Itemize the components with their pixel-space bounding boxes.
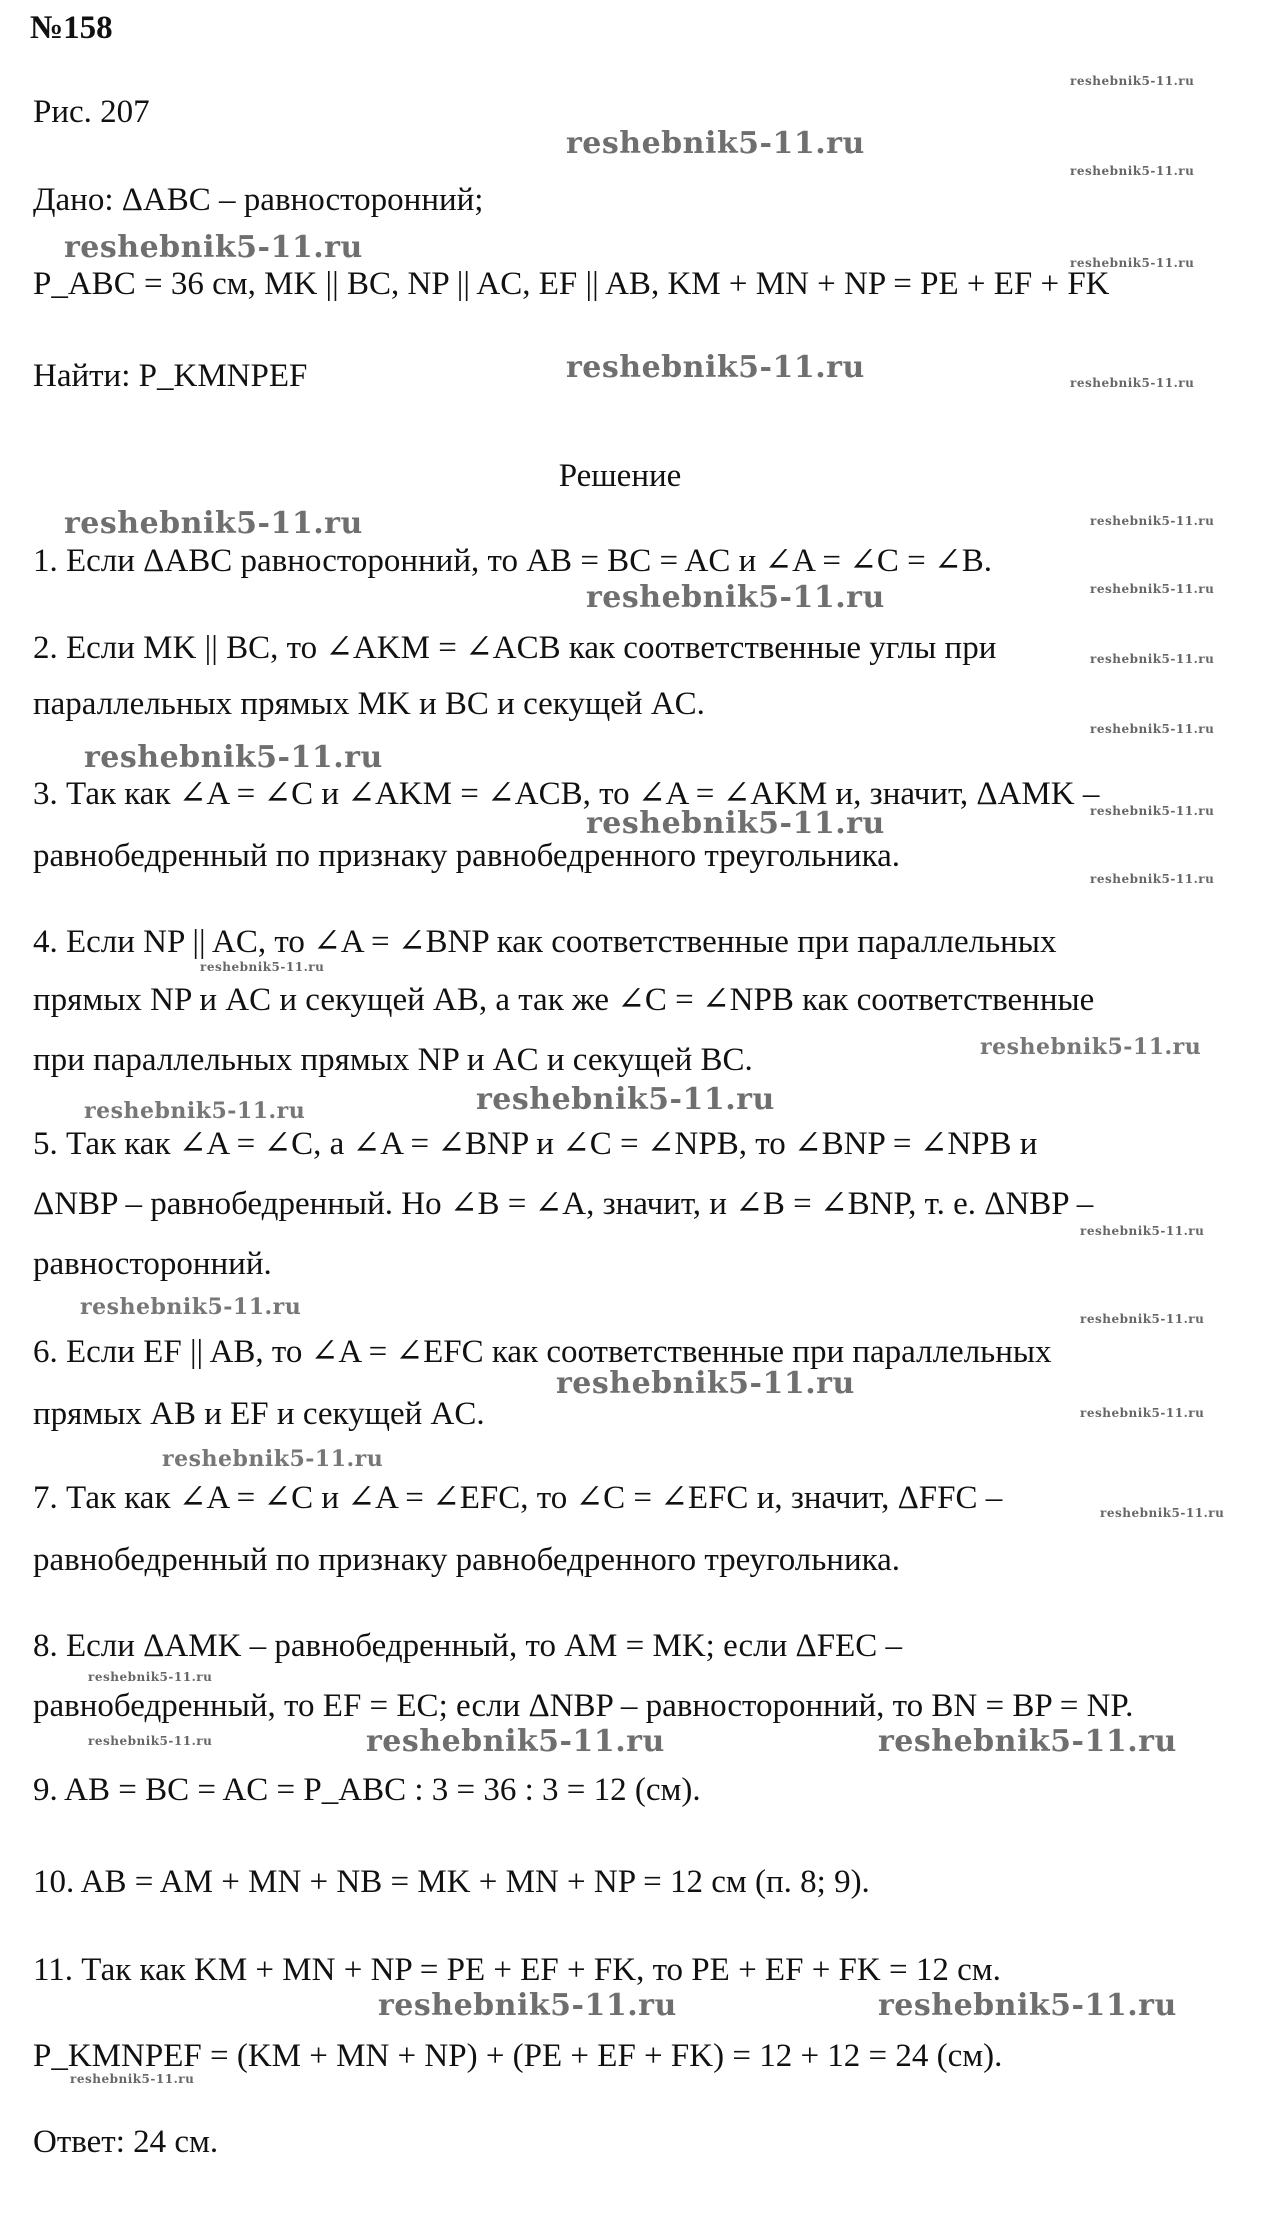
watermark: reshebnik5-11.ru — [1070, 164, 1195, 178]
watermark: reshebnik5-11.ru — [1100, 1506, 1225, 1520]
watermark: reshebnik5-11.ru — [1090, 722, 1215, 736]
watermark: reshebnik5-11.ru — [1080, 1224, 1205, 1238]
solution-line: при параллельных прямых NP и AC и секущей BC. — [33, 1042, 753, 1078]
solution-line: 1. Если ΔABC равносторонний, то AB = BC = AC и ∠A = ∠C = ∠B. — [33, 543, 992, 579]
watermark: reshebnik5-11.ru — [366, 1724, 665, 1759]
solution-line: прямых NP и AC и секущей AB, а так же ∠C = ∠NPB как соответственные — [33, 982, 1095, 1018]
find-line: Найти: P_KMNPEF — [33, 358, 308, 394]
figure-reference: Рис. 207 — [33, 94, 150, 130]
watermark: reshebnik5-11.ru — [1090, 804, 1215, 818]
watermark: reshebnik5-11.ru — [88, 1670, 213, 1684]
watermark: reshebnik5-11.ru — [980, 1034, 1202, 1060]
solution-line: параллельных прямых MK и BC и секущей AC. — [33, 686, 705, 722]
solution-line: 11. Так как KM + MN + NP = PE + EF + FK, то PE + EF + FK = 12 см. — [33, 1952, 1001, 1988]
answer-line: Ответ: 24 см. — [33, 2124, 219, 2160]
watermark: reshebnik5-11.ru — [1090, 514, 1215, 528]
watermark: reshebnik5-11.ru — [64, 506, 363, 541]
solution-line: 5. Так как ∠A = ∠C, а ∠A = ∠BNP и ∠C = ∠NPB, то ∠BNP = ∠NPB и — [33, 1126, 1038, 1162]
solution-line: равносторонний. — [33, 1246, 272, 1282]
solution-line: 4. Если NP || AC, то ∠A = ∠BNP как соответственные при параллельных — [33, 924, 1057, 960]
watermark: reshebnik5-11.ru — [556, 1366, 855, 1401]
watermark: reshebnik5-11.ru — [1080, 1312, 1205, 1326]
watermark: reshebnik5-11.ru — [1090, 582, 1215, 596]
watermark: reshebnik5-11.ru — [162, 1446, 384, 1472]
watermark: reshebnik5-11.ru — [1070, 376, 1195, 390]
solution-line: ΔNBP – равнобедренный. Но ∠B = ∠A, значит, и ∠B = ∠BNP, т. е. ΔNBP – — [33, 1186, 1094, 1222]
watermark: reshebnik5-11.ru — [1080, 1406, 1205, 1420]
watermark: reshebnik5-11.ru — [70, 2072, 195, 2086]
solution-line: равнобедренный, то EF = EC; если ΔNBP – равносторонний, то BN = BP = NP. — [33, 1688, 1134, 1724]
solution-line: 3. Так как ∠A = ∠C и ∠AKM = ∠ACB, то ∠A = ∠AKM и, значит, ΔAMK – — [33, 776, 1100, 812]
given-line-1: Дано: ΔABC – равносторонний; — [33, 182, 484, 218]
watermark: reshebnik5-11.ru — [1090, 872, 1215, 886]
solution-line: равнобедренный по признаку равнобедренного треугольника. — [33, 838, 901, 874]
solution-line: равнобедренный по признаку равнобедренного треугольника. — [33, 1542, 901, 1578]
watermark: reshebnik5-11.ru — [586, 580, 885, 615]
watermark: reshebnik5-11.ru — [378, 1988, 677, 2023]
watermark: reshebnik5-11.ru — [84, 740, 383, 775]
given-line-2: P_ABC = 36 см, MK || BC, NP || AC, EF || AB, KM + MN + NP = PE + EF + FK — [33, 266, 1110, 302]
watermark: reshebnik5-11.ru — [1070, 74, 1195, 88]
solution-line: P_KMNPEF = (KM + MN + NP) + (PE + EF + FK) = 12 + 12 = 24 (см). — [33, 2038, 1003, 2074]
solution-line: 2. Если MK || BC, то ∠AKM = ∠ACB как соответственные углы при — [33, 630, 997, 666]
solution-line: 10. AB = AM + MN + NB = MK + MN + NP = 12 см (п. 8; 9). — [33, 1864, 870, 1900]
watermark: reshebnik5-11.ru — [88, 1734, 213, 1748]
solution-line: прямых AB и EF и секущей AC. — [33, 1396, 485, 1432]
watermark: reshebnik5-11.ru — [1090, 652, 1215, 666]
problem-number: №158 — [30, 10, 113, 46]
watermark: reshebnik5-11.ru — [84, 1098, 306, 1124]
solution-heading: Решение — [558, 458, 682, 494]
watermark: reshebnik5-11.ru — [878, 1724, 1177, 1759]
watermark: reshebnik5-11.ru — [566, 350, 865, 385]
watermark: reshebnik5-11.ru — [476, 1082, 775, 1117]
watermark: reshebnik5-11.ru — [80, 1294, 302, 1320]
solution-line: 7. Так как ∠A = ∠C и ∠A = ∠EFC, то ∠C = ∠EFC и, значит, ΔFFC – — [33, 1480, 1003, 1516]
solution-line: 6. Если EF || AB, то ∠A = ∠EFC как соответственные при параллельных — [33, 1334, 1052, 1370]
solution-line: 9. AB = BC = AC = P_ABC : 3 = 36 : 3 = 12 (см). — [33, 1772, 701, 1808]
watermark: reshebnik5-11.ru — [200, 960, 325, 974]
watermark: reshebnik5-11.ru — [878, 1988, 1177, 2023]
watermark: reshebnik5-11.ru — [586, 806, 885, 841]
solution-line: 8. Если ΔAMK – равнобедренный, то AM = MK; если ΔFEC – — [33, 1628, 903, 1664]
watermark: reshebnik5-11.ru — [64, 230, 363, 265]
watermark: reshebnik5-11.ru — [1070, 256, 1195, 270]
watermark: reshebnik5-11.ru — [566, 126, 865, 161]
